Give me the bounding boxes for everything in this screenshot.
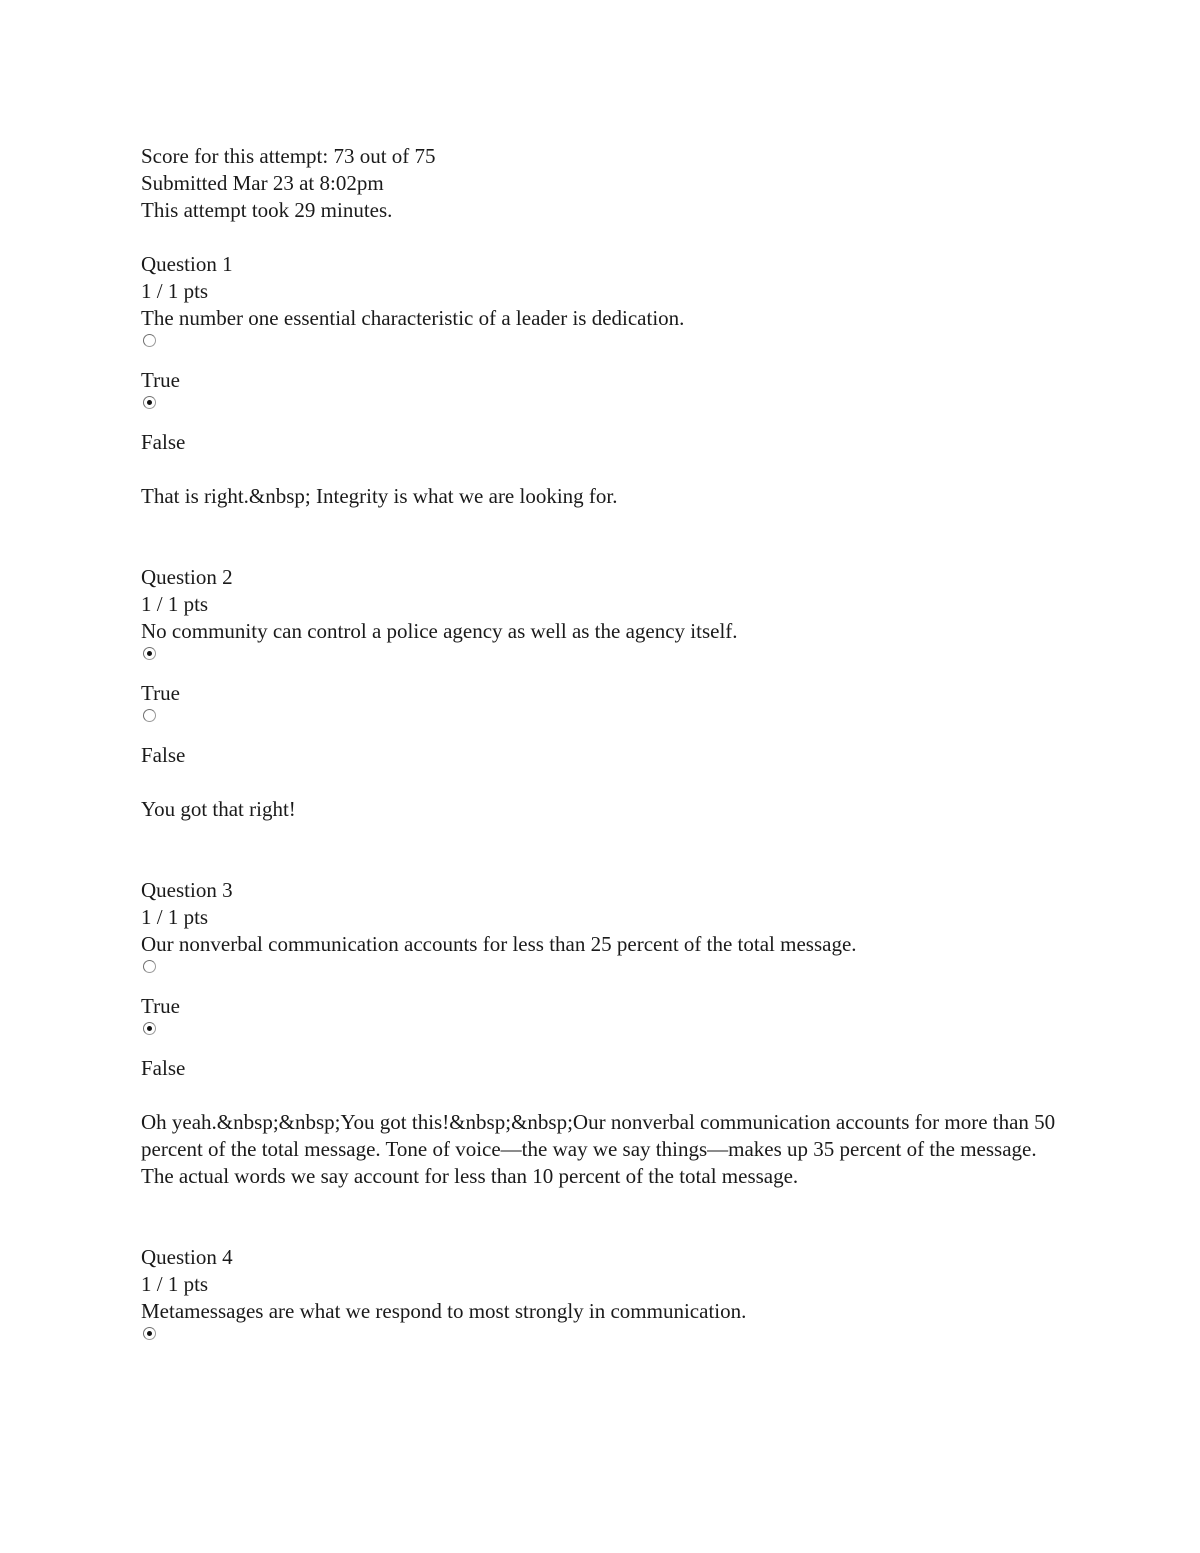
question-prompt: Metamessages are what we respond to most strongly in communication.: [141, 1299, 747, 1323]
question-points: 1 / 1 pts: [141, 1272, 209, 1296]
answer-false-label: False: [141, 430, 186, 454]
question-feedback: Oh yeah.&nbsp;&nbsp;You got this!&nbsp;&nbsp;Our nonverbal communication accounts for more than 50 percent of the total message. Tone of voice—the way we say things—makes up 35 percent of the message. The actual words we say account for less than 10 percent of the total message.: [141, 1110, 1056, 1188]
question-1: [141, 251, 1061, 510]
question-prompt: The number one essential characteristic of a leader is dedication.: [141, 306, 685, 330]
question-feedback: You got that right!: [141, 797, 296, 821]
answer-true-label: True: [141, 994, 180, 1018]
question-3: [141, 877, 1061, 1190]
question-title: Question 3: [141, 878, 233, 902]
question-title: Question 2: [141, 565, 233, 589]
answer-true-radio[interactable]: [143, 334, 156, 347]
question-points: 1 / 1 pts: [141, 592, 209, 616]
question-points: 1 / 1 pts: [141, 905, 209, 929]
quiz-results-page: [141, 143, 1061, 1360]
question-4: [141, 1244, 1061, 1360]
answer-true-radio[interactable]: [143, 960, 156, 973]
question-prompt: Our nonverbal communication accounts for less than 25 percent of the total message.: [141, 932, 857, 956]
answer-false-radio[interactable]: [143, 1022, 156, 1035]
answer-true-label: True: [141, 681, 180, 705]
question-prompt: No community can control a police agency as well as the agency itself.: [141, 619, 738, 643]
question-title: Question 4: [141, 1245, 233, 1269]
question-2: [141, 564, 1061, 823]
question-title: Question 1: [141, 252, 233, 276]
answer-true-radio[interactable]: [143, 647, 156, 660]
answer-true-radio[interactable]: [143, 1327, 156, 1340]
answer-false-label: False: [141, 743, 186, 767]
answer-true-label: True: [141, 368, 180, 392]
score-text: Score for this attempt: 73 out of 75: [141, 144, 436, 168]
answer-false-radio[interactable]: [143, 396, 156, 409]
question-feedback: That is right.&nbsp; Integrity is what we are looking for.: [141, 484, 618, 508]
answer-false-label: False: [141, 1056, 186, 1080]
answer-false-radio[interactable]: [143, 709, 156, 722]
submitted-text: Submitted Mar 23 at 8:02pm: [141, 171, 384, 195]
question-points: 1 / 1 pts: [141, 279, 209, 303]
duration-text: This attempt took 29 minutes.: [141, 198, 393, 222]
attempt-summary: [141, 143, 1061, 224]
